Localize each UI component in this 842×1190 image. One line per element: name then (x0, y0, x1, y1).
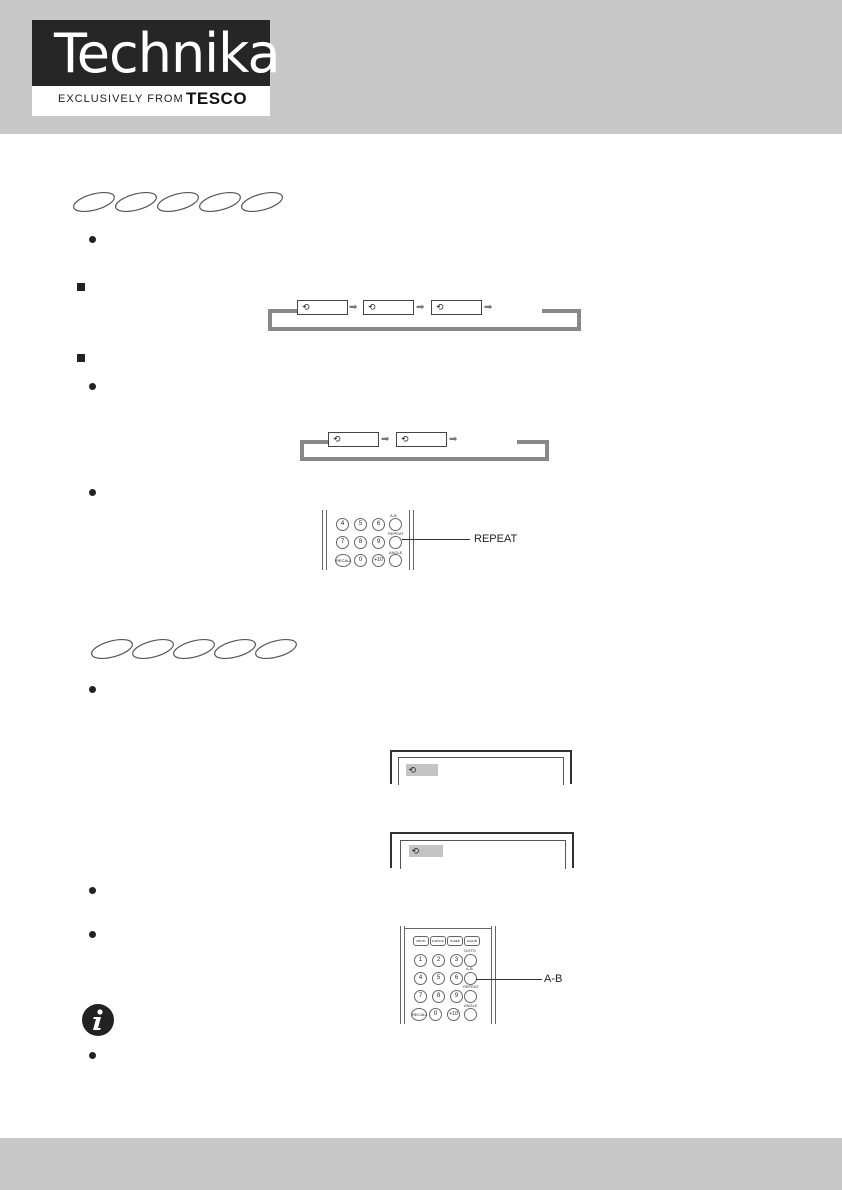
disc-icon (156, 191, 201, 213)
repeat-icon: ⟲ (302, 302, 310, 312)
key-6: 6 (372, 518, 385, 531)
key-9: 9 (372, 536, 385, 549)
repeat-cycle-loop (268, 309, 581, 331)
callout-line (402, 539, 470, 540)
disc-icon (213, 638, 258, 660)
key-angle (389, 554, 402, 567)
disc-icon (72, 191, 116, 213)
key-0: 0 (429, 1008, 442, 1021)
repeat-icon: ⟲ (409, 845, 443, 857)
arrow-right-icon: ➡ (416, 302, 425, 313)
key-recall: RECALL (411, 1008, 427, 1021)
key-0: 0 (354, 554, 367, 567)
disc-type-icons-2 (90, 638, 302, 660)
disc-icon (131, 638, 176, 660)
disc-type-icons-1 (72, 191, 284, 213)
repeat-icon: ⟲ (406, 764, 438, 776)
key-9: 9 (450, 990, 463, 1003)
info-icon (81, 1003, 115, 1037)
arrow-right-icon: ➡ (484, 302, 493, 313)
key-7: 7 (336, 536, 349, 549)
page-footer (0, 1138, 842, 1190)
disc-icon (198, 191, 243, 213)
disc-icon (90, 638, 134, 660)
key-5: 5 (354, 518, 367, 531)
callout-ab-label: A-B (544, 973, 563, 985)
tv-screen-osd-1 (390, 750, 572, 784)
key-pbc: PBC/D (413, 936, 429, 946)
key-4: 4 (414, 972, 427, 985)
key-3: 3 (450, 954, 463, 967)
technika-logo (32, 20, 280, 116)
key-label-ab: A-B (466, 966, 473, 971)
key-angle (464, 1008, 477, 1021)
bullet-dot-icon (89, 489, 96, 496)
disc-icon (240, 191, 284, 213)
logo-tagline: EXCLUSIVELY FROM (58, 93, 184, 105)
callout-repeat-label: REPEAT (474, 533, 518, 545)
key-4: 4 (336, 518, 349, 531)
tv-screen-osd-2 (390, 832, 574, 868)
key-6: 6 (450, 972, 463, 985)
key-2: 2 (432, 954, 445, 967)
key-sleep: SLEEP (447, 936, 463, 946)
key-1: 1 (414, 954, 427, 967)
key-ab (389, 518, 402, 531)
bullet-dot-icon (89, 887, 96, 894)
repeat-icon: ⟲ (401, 434, 409, 444)
key-plus10: +10 (447, 1008, 460, 1021)
repeat-icon: ⟲ (333, 434, 341, 444)
bullet-dot-icon (89, 383, 96, 390)
logo-brand-name: Technika (54, 22, 280, 85)
key-eq: EQ/LIB (464, 936, 480, 946)
bullet-dot-icon (89, 1052, 96, 1059)
loop-connector (300, 440, 328, 444)
disc-icon (172, 638, 217, 660)
key-plus10: +10 (372, 554, 385, 567)
key-label-angle: ANGLE (389, 550, 403, 555)
key-repeat (389, 536, 402, 549)
repeat-cycle-loop (300, 440, 549, 461)
key-label-goto: GOTO (464, 948, 476, 953)
arrow-right-icon: ➡ (381, 434, 390, 445)
loop-connector (517, 440, 549, 444)
key-5: 5 (432, 972, 445, 985)
square-bullet-icon (77, 354, 85, 362)
remote-illustration-ab (400, 926, 496, 1024)
loop-connector (268, 309, 297, 313)
key-recall: RECALL (335, 554, 351, 567)
key-7: 7 (414, 990, 427, 1003)
key-repeat (464, 990, 477, 1003)
bullet-dot-icon (89, 236, 96, 243)
key-8: 8 (432, 990, 445, 1003)
disc-icon (114, 191, 159, 213)
loop-connector (542, 309, 577, 313)
bullet-dot-icon (89, 686, 96, 693)
logo-tesco: TESCO (186, 89, 248, 108)
repeat-icon: ⟲ (368, 302, 376, 312)
arrow-right-icon: ➡ (449, 434, 458, 445)
bullet-dot-icon (89, 931, 96, 938)
repeat-icon: ⟲ (436, 302, 444, 312)
remote-illustration-repeat (322, 510, 414, 570)
key-label-angle: ANGLE (464, 1003, 478, 1008)
key-ebook: E.BOOK (430, 936, 446, 946)
key-label-repeat: REPEAT (463, 984, 479, 989)
key-label-ab: A-B (390, 513, 397, 518)
callout-line (476, 979, 542, 980)
square-bullet-icon (77, 283, 85, 291)
key-label-repeat: REPEAT (388, 531, 404, 536)
arrow-right-icon: ➡ (349, 302, 358, 313)
key-8: 8 (354, 536, 367, 549)
page-header (0, 0, 842, 134)
disc-icon (254, 638, 299, 660)
